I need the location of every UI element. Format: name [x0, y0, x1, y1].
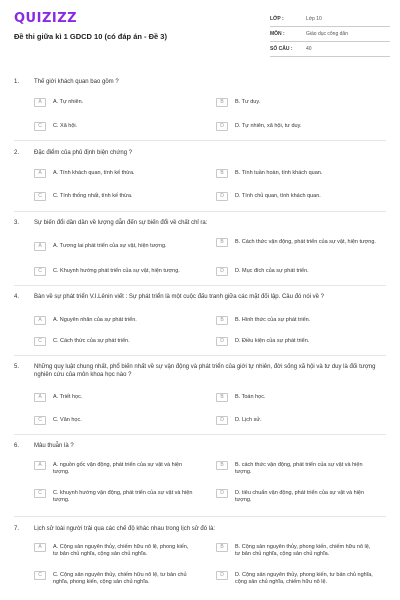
option-text: D. Cộng sản nguyên thủy, phong kiến, tư bản chủ nghĩa, cộng sản chủ nghĩa, chiếm hữu nô lệ. — [235, 572, 373, 585]
option-a[interactable] — [34, 393, 194, 402]
question-divider — [14, 355, 386, 356]
question-divider — [14, 285, 386, 286]
question-text: Bàn về sự phát triển V.I.Lênin viết : Sự phát triển là một cuộc đấu tranh giữa các mặt đối lập. Câu đó nói về ? — [34, 294, 324, 300]
option-letter: C — [34, 571, 46, 580]
option-letter: B — [216, 169, 228, 178]
option-letter: B — [216, 461, 228, 470]
option-letter: B — [216, 316, 228, 325]
question-text: Thế giới khách quan bao gồm ? — [34, 79, 119, 85]
question-text: Đặc điểm của phủ định biện chứng ? — [34, 150, 133, 156]
option-letter: A — [34, 98, 46, 107]
option-text: D. Lịch sử. — [235, 417, 262, 423]
option-a[interactable] — [34, 98, 194, 107]
option-text: A. Nguyên nhân của sự phát triển. — [53, 317, 137, 323]
meta-row-class — [270, 12, 390, 27]
option-letter: B — [216, 98, 228, 107]
option-text: B. Toán học. — [235, 394, 266, 400]
option-text: C. Cộng sản nguyên thủy, chiếm hữu nô lệ, tư bản chủ nghĩa, phong kiến, cộng sản chủ nghĩa. — [53, 572, 187, 585]
option-c[interactable] — [34, 192, 194, 201]
option-text: C. Khuynh hướng phát triển của sự vật, hiện tượng. — [53, 268, 180, 274]
option-letter: C — [34, 337, 46, 346]
option-d[interactable] — [216, 267, 376, 276]
option-letter: A — [34, 461, 46, 470]
option-text: B. Cộng sản nguyên thủy, phong kiến, chiếm hữu nô lệ, tư bản chủ nghĩa, cộng sản chủ nghĩa. — [235, 544, 371, 557]
option-a[interactable] — [34, 316, 194, 325]
meta-row-count — [270, 42, 390, 57]
meta-row-subject — [270, 27, 390, 42]
option-letter: D — [216, 267, 228, 276]
option-b[interactable] — [216, 169, 376, 178]
option-b[interactable] — [216, 393, 376, 402]
option-a[interactable] — [34, 461, 194, 476]
option-c[interactable] — [34, 489, 194, 504]
option-text: D. Tính chủ quan, tính khách quan. — [235, 193, 321, 199]
option-letter: C — [34, 416, 46, 425]
question-number: 3. — [14, 220, 20, 226]
option-text: C. Xã hội. — [53, 123, 78, 129]
question-text: Sự biến đổi dần dần về lượng dẫn đến sự biến đổi về chất chỉ ra: — [34, 220, 208, 226]
meta-key: MÔN : — [270, 31, 285, 37]
option-a[interactable] — [34, 543, 194, 558]
option-text: B. cách thức vận động, phát triển của sự vật và hiện tượng. — [235, 462, 363, 475]
option-text: A. Tự nhiên. — [53, 99, 84, 105]
option-b[interactable] — [216, 98, 376, 107]
option-text: A. nguồn gốc vận động, phát triển của sự vật và hiện tượng. — [53, 462, 183, 475]
option-d[interactable] — [216, 489, 376, 504]
option-b[interactable] — [216, 238, 376, 247]
option-letter: D — [216, 489, 228, 498]
option-letter: A — [34, 169, 46, 178]
option-letter: D — [216, 192, 228, 201]
option-c[interactable] — [34, 571, 194, 586]
option-letter: B — [216, 543, 228, 552]
question-divider — [14, 516, 386, 517]
option-letter: D — [216, 122, 228, 131]
option-letter: C — [34, 267, 46, 276]
option-b[interactable] — [216, 316, 376, 325]
option-d[interactable] — [216, 571, 376, 586]
option-a[interactable] — [34, 242, 194, 251]
option-letter: C — [34, 489, 46, 498]
question-number: 7. — [14, 526, 20, 532]
option-text: A. Triết học. — [53, 394, 83, 400]
option-text: A. Tương lai phát triển của sự vật, hiện tượng. — [53, 243, 167, 249]
option-text: B. Tính tuần hoàn, tính khách quan. — [235, 170, 323, 176]
option-text: D. Điều kiện của sự phát triển. — [235, 338, 310, 344]
option-b[interactable] — [216, 543, 376, 558]
question-divider — [14, 434, 386, 435]
option-text: B. Tư duy. — [235, 99, 261, 105]
meta-value: 40 — [306, 46, 312, 52]
option-text: D. tiêu chuẩn vận động, phát triển của sự vật và hiện tượng. — [235, 490, 365, 503]
option-c[interactable] — [34, 122, 194, 131]
meta-key: LỚP : — [270, 16, 284, 22]
option-letter: C — [34, 122, 46, 131]
option-a[interactable] — [34, 169, 194, 178]
option-d[interactable] — [216, 416, 376, 425]
option-text: A. Cộng sản nguyên thủy, chiếm hữu nô lệ, phong kiến, tư bản chủ nghĩa, cộng sản chủ nghĩa. — [53, 544, 189, 557]
option-letter: B — [216, 393, 228, 402]
question-divider — [14, 211, 386, 212]
meta-table — [270, 12, 390, 57]
option-text: D. Mục đích của sự phát triển. — [235, 268, 309, 274]
question-number: 1. — [14, 79, 20, 85]
option-c[interactable] — [34, 267, 194, 276]
question-divider — [14, 140, 386, 141]
question-text: Lịch sử loài người trải qua các chế độ khác nhau trong lịch sử đó là: — [34, 526, 216, 532]
option-b[interactable] — [216, 461, 376, 476]
option-letter: B — [216, 238, 228, 247]
option-text: D. Tự nhiên, xã hội, tư duy. — [235, 123, 302, 129]
question-text: Những quy luật chung nhất, phổ biến nhất về sự vận động và phát triển của giới tự nhiên, đời sống xã hội và tư duy là đối tượng nghiên cứu của môn khoa học nào ? — [34, 364, 376, 378]
option-text: B. Hình thức của sự phát triển. — [235, 317, 311, 323]
question-number: 2. — [14, 150, 20, 156]
option-d[interactable] — [216, 337, 376, 346]
option-c[interactable] — [34, 337, 194, 346]
option-text: A. Tính khách quan, tính kế thừa. — [53, 170, 135, 176]
option-letter: A — [34, 242, 46, 251]
option-letter: C — [34, 192, 46, 201]
option-letter: D — [216, 571, 228, 580]
quizizz-logo: QUIZIZZ — [14, 11, 78, 26]
meta-value: Lớp 10 — [306, 16, 322, 22]
option-letter: A — [34, 316, 46, 325]
page-title: Đề thi giữa kì 1 GDCD 10 (có đáp án - Đề 3) — [14, 32, 167, 41]
option-letter: D — [216, 416, 228, 425]
option-letter: A — [34, 543, 46, 552]
page-header — [0, 0, 400, 70]
option-text: C. khuynh hướng vận động, phát triển của sự vật và hiện tượng. — [53, 490, 193, 503]
option-text: C. Cách thức của sự phát triển. — [53, 338, 130, 344]
option-text: C. Tính thống nhất, tính kế thừa. — [53, 193, 133, 199]
question-text: Mâu thuẫn là ? — [34, 443, 74, 449]
option-text: B. Cách thức vận động, phát triển của sự vật, hiện tượng. — [235, 239, 376, 245]
question-number: 6. — [14, 443, 20, 449]
option-c[interactable] — [34, 416, 194, 425]
meta-key: SỐ CÂU : — [270, 46, 293, 52]
option-d[interactable] — [216, 122, 376, 131]
option-d[interactable] — [216, 192, 376, 201]
option-letter: D — [216, 337, 228, 346]
option-text: C. Văn học. — [53, 417, 82, 423]
option-letter: A — [34, 393, 46, 402]
question-number: 4. — [14, 294, 20, 300]
meta-value: Giáo dục công dân — [306, 31, 348, 37]
question-number: 5. — [14, 364, 20, 370]
